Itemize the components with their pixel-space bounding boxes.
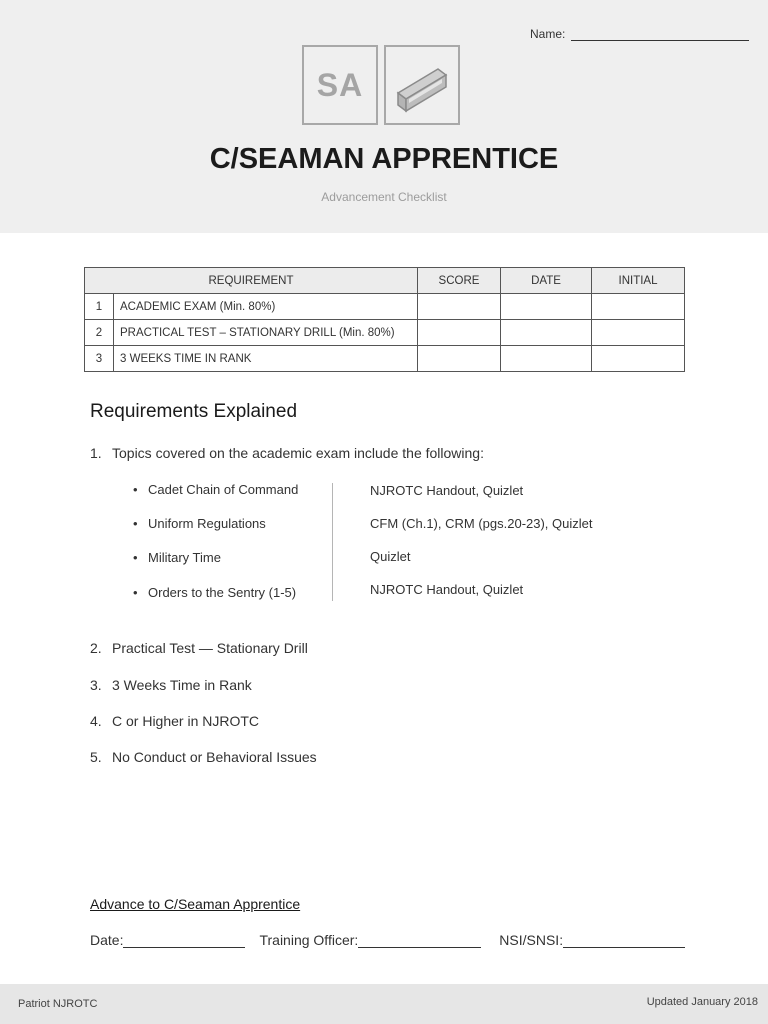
footer-updated-date: Updated January 2018 [646,996,758,1008]
table-header-row [85,268,685,294]
topic-text: Military Time [148,550,221,565]
initial-cell[interactable] [592,294,685,320]
topic-resource: NJROTC Handout, Quizlet [370,483,524,498]
score-cell[interactable] [418,320,501,346]
signature-row [90,932,685,948]
column-header-initial: INITIAL [592,268,685,294]
bullet-icon: • [133,585,138,600]
topic-resource: CFM (Ch.1), CRM (pgs.20-23), Quizlet [370,516,593,531]
list-item-text: Practical Test — Stationary Drill [112,640,308,656]
nsi-snsi-blank-line[interactable] [563,933,685,948]
list-item [90,713,259,729]
column-divider [332,483,333,601]
list-item-number: 4. [90,713,102,729]
name-field[interactable] [530,27,749,41]
training-officer-label: Training Officer: [259,932,359,948]
score-cell[interactable] [418,346,501,372]
rank-badges [302,45,460,125]
topic-resource: NJROTC Handout, Quizlet [370,582,524,597]
table-row [85,346,685,372]
footer-organization: Patriot NJROTC [18,998,98,1010]
table-row [85,294,685,320]
list-item [90,749,317,765]
list-item [90,640,308,656]
topic-text: Cadet Chain of Command [148,482,299,497]
list-item-text: 3 Weeks Time in Rank [112,677,252,693]
name-blank-line[interactable] [571,28,749,41]
list-item-text: C or Higher in NJROTC [112,713,260,729]
rank-abbreviation: SA [316,66,364,103]
date-cell[interactable] [501,346,592,372]
column-header-date: DATE [501,268,592,294]
training-officer-blank-line[interactable] [358,933,481,948]
topic-item [133,550,221,565]
section-title-requirements-explained: Requirements Explained [90,401,298,422]
list-item-number: 3. [90,677,102,693]
date-blank-line[interactable] [123,933,245,948]
score-cell[interactable] [418,294,501,320]
list-item [90,445,484,461]
topic-text: Orders to the Sentry (1-5) [148,585,297,600]
row-number: 2 [85,320,114,346]
rank-abbreviation-badge [302,45,378,125]
list-item-number: 1. [90,445,102,461]
row-number: 3 [85,346,114,372]
advance-section-title: Advance to C/Seaman Apprentice [90,896,301,912]
footer-band [0,984,768,1024]
list-item [90,677,252,693]
list-item-text: No Conduct or Behavioral Issues [112,749,317,765]
requirement-cell: 3 WEEKS TIME IN RANK [114,346,418,372]
date-cell[interactable] [501,294,592,320]
requirement-cell: ACADEMIC EXAM (Min. 80%) [114,294,418,320]
page-subtitle: Advancement Checklist [321,190,447,204]
nsi-snsi-label: NSI/SNSI: [499,932,564,948]
header-band [0,0,768,233]
bullet-icon: • [133,516,138,531]
list-item-text: Topics covered on the academic exam include the following: [112,445,484,461]
list-item-number: 2. [90,640,102,656]
page-title: C/SEAMAN APPRENTICE [209,143,559,175]
date-cell[interactable] [501,320,592,346]
requirements-table [84,267,685,372]
bullet-icon: • [133,482,138,497]
table-row [85,320,685,346]
initial-cell[interactable] [592,346,685,372]
rank-insignia-badge [384,45,460,125]
bullet-icon: • [133,550,138,565]
requirement-cell: PRACTICAL TEST – STATIONARY DRILL (Min. 80%) [114,320,418,346]
column-header-score: SCORE [418,268,501,294]
column-header-requirement: REQUIREMENT [85,268,418,294]
initial-cell[interactable] [592,320,685,346]
topic-resource: Quizlet [370,549,411,564]
list-item-number: 5. [90,749,102,765]
name-label: Name: [530,27,566,41]
topic-text: Uniform Regulations [148,516,266,531]
topic-item [133,516,266,531]
chevron-stripe-icon [394,55,450,115]
topic-item [133,585,296,600]
topic-item [133,482,298,497]
row-number: 1 [85,294,114,320]
date-label: Date: [90,932,124,948]
